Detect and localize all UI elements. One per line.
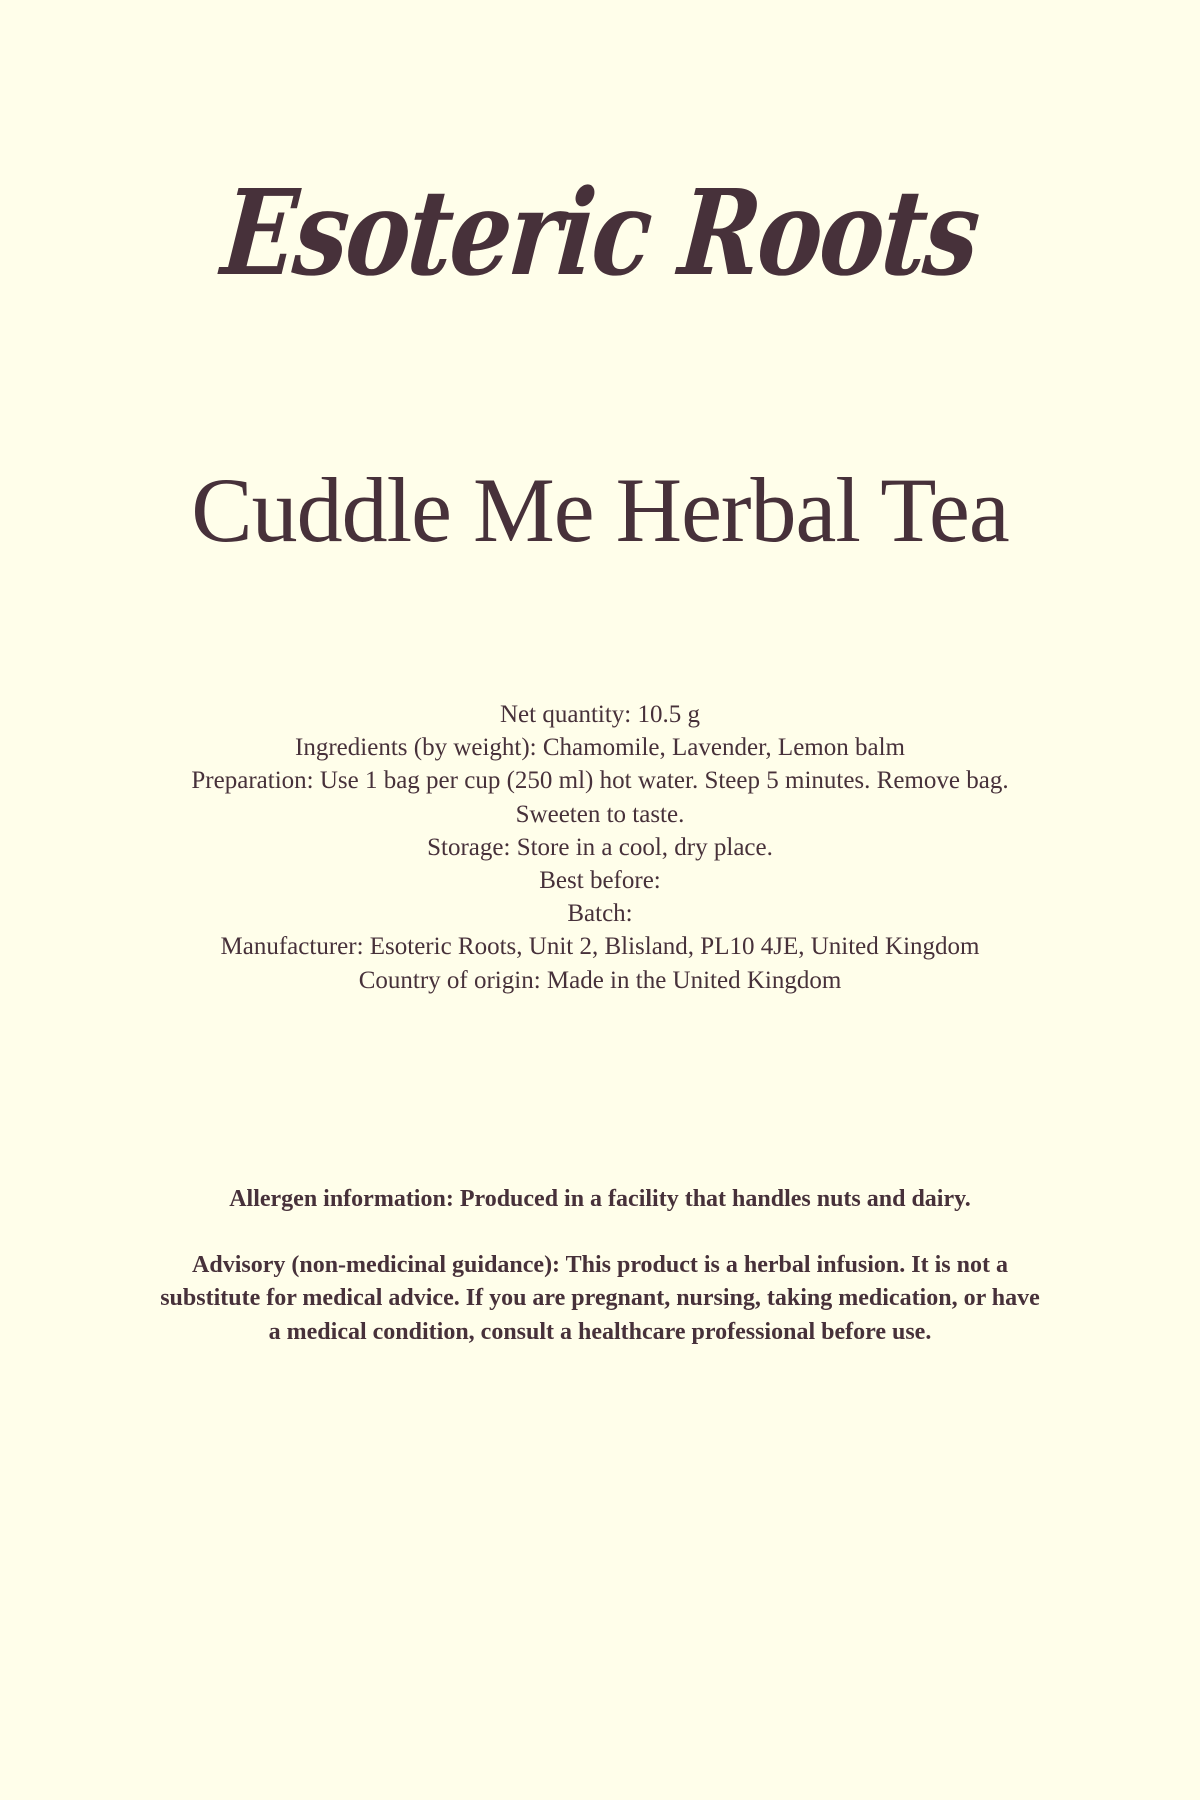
batch: Batch:: [567, 900, 633, 928]
brand-logo: Esoteric Roots: [217, 163, 983, 302]
manufacturer: Manufacturer: Esoteric Roots, Unit 2, Blisland, PL10 4JE, United Kingdom: [220, 933, 980, 961]
advisory-notice: Advisory (non-medicinal guidance): This product is a herbal infusion. It is not a substitute for medical advice. If you are pregnant, nursing, taking medication, or have a medical condition, consult a healthcare professional before use.: [160, 1252, 1040, 1345]
product-title: Cuddle Me Herbal Tea: [191, 459, 1009, 561]
preparation-continued: Sweeten to taste.: [515, 800, 685, 828]
storage: Storage: Store in a cool, dry place.: [427, 833, 773, 861]
ingredients: Ingredients (by weight): Chamomile, Lavender, Lemon balm: [295, 734, 905, 762]
best-before: Best before:: [539, 867, 661, 895]
country-of-origin: Country of origin: Made in the United Kingdom: [358, 966, 842, 994]
product-info: [0, 698, 1200, 997]
net-quantity: Net quantity: 10.5 g: [500, 701, 700, 728]
allergen-notice: Allergen information: Produced in a facility that handles nuts and dairy.: [229, 1186, 971, 1212]
preparation: Preparation: Use 1 bag per cup (250 ml) hot water. Steep 5 minutes. Remove bag.: [191, 767, 1009, 795]
